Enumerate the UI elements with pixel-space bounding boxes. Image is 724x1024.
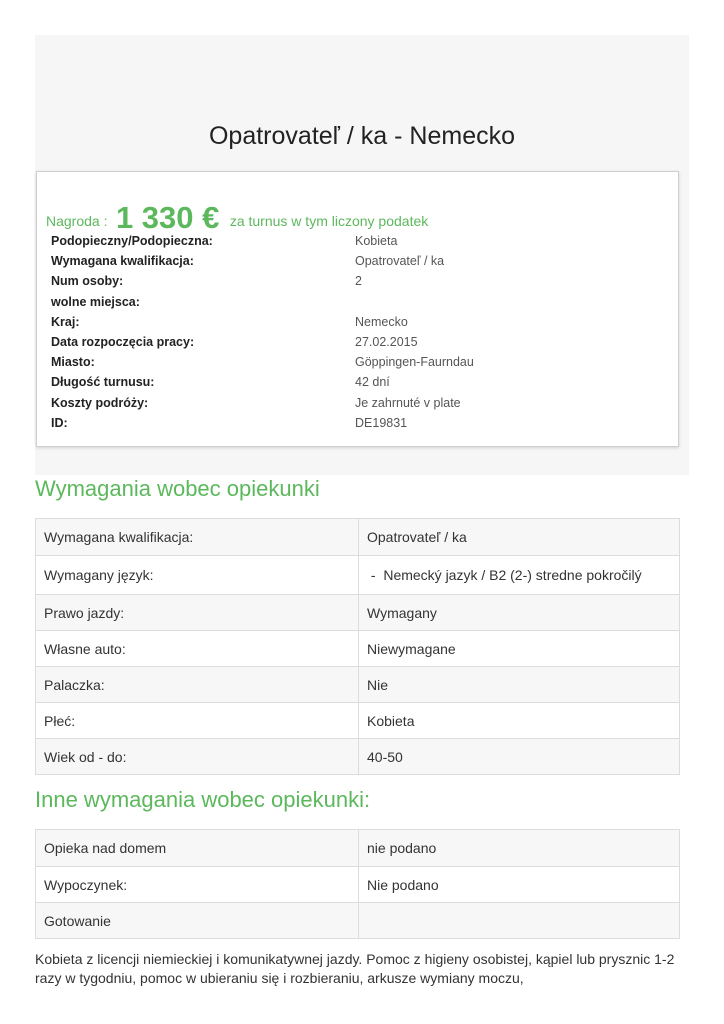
table-row [36, 631, 680, 667]
detail-row-free-places [51, 293, 671, 313]
detail-key: Wymagana kwalifikacja: [51, 254, 194, 269]
detail-value: Kobieta [355, 234, 398, 248]
detail-key: ID: [51, 415, 68, 430]
detail-key: Koszty podróży: [51, 395, 149, 410]
table-row [36, 595, 680, 631]
requirement-value: Nie [359, 667, 680, 703]
detail-value: 27.02.2015 [355, 334, 418, 349]
table-row [36, 703, 680, 739]
table-row [36, 903, 680, 939]
requirement-value: Kobieta [359, 703, 680, 739]
requirement-key: Wymagana kwalifikacja: [36, 519, 359, 556]
detail-row-persons [51, 272, 671, 292]
detail-key: Kraj: [51, 314, 80, 329]
detail-row-patient [51, 232, 671, 252]
detail-row-travel-costs [51, 394, 671, 414]
other-requirements-heading: Inne wymagania wobec opiekunki: [35, 787, 371, 812]
detail-row-city [51, 353, 671, 373]
requirements-table [35, 518, 680, 775]
requirements-heading: Wymagania wobec opiekunki [35, 476, 320, 501]
table-row [36, 667, 680, 703]
table-row [36, 519, 680, 556]
reward-line [46, 198, 428, 234]
detail-key: wolne miejsca: [51, 294, 140, 309]
detail-key: Num osoby: [51, 274, 124, 289]
reward-label: Nagroda : [46, 213, 108, 229]
detail-row-duration [51, 373, 671, 393]
offer-details-list [51, 232, 671, 434]
requirement-value: - Nemecký jazyk / B2 (2-) stredne pokročilý [359, 556, 680, 595]
requirement-value: nie podano [359, 830, 680, 867]
reward-amount: 1 330 € [115, 200, 220, 235]
detail-row-id [51, 414, 671, 434]
requirement-key: Gotowanie [36, 903, 359, 939]
reward-note: za turnus w tym liczony podatek [229, 213, 429, 229]
requirement-value: Wymagany [359, 595, 680, 631]
requirement-key: Własne auto: [36, 631, 359, 667]
requirement-key: Wymagany język: [36, 556, 359, 595]
detail-value: 2 [355, 274, 362, 289]
requirement-value: Opatrovateľ / ka [359, 519, 680, 556]
detail-row-start-date [51, 333, 671, 353]
requirement-value: Nie podano [359, 867, 680, 903]
detail-row-country [51, 313, 671, 333]
detail-value: Göppingen-Faurndau [355, 355, 474, 370]
requirement-key: Opieka nad domem [36, 830, 359, 867]
page-title: Opatrovateľ / ka - Nemecko [208, 122, 516, 150]
detail-row-qualification [51, 252, 671, 272]
other-requirements-table [35, 829, 680, 939]
detail-key: Długość turnusu: [51, 375, 155, 390]
detail-value: 42 dní [355, 375, 390, 390]
table-row [36, 739, 680, 775]
requirement-value [359, 903, 680, 939]
table-row [36, 867, 680, 903]
detail-value: Opatrovateľ / ka [355, 254, 445, 269]
requirement-key: Płeć: [36, 703, 359, 739]
detail-value: Nemecko [355, 314, 408, 329]
detail-key: Miasto: [51, 355, 95, 370]
requirement-key: Prawo jazdy: [36, 595, 359, 631]
detail-key: Podopieczny/Podopieczna: [51, 234, 213, 248]
requirement-key: Wypoczynek: [36, 867, 359, 903]
requirement-key: Palaczka: [36, 667, 359, 703]
job-description: Kobieta z licencji niemieckiej i komunikatywnej jazdy. Pomoc z higieny osobistej, kąpiel lub prysznic 1-2 razy w tygodniu, pomoc w ubieraniu się i rozbieraniu, arkusze wymiany moczu, [35, 951, 675, 986]
detail-value: Je zahrnuté v plate [355, 395, 461, 410]
requirement-value: Niewymagane [359, 631, 680, 667]
table-row [36, 556, 680, 595]
offer-summary-card [36, 171, 679, 447]
table-row [36, 830, 680, 867]
requirement-key: Wiek od - do: [36, 739, 359, 775]
requirement-value: 40-50 [359, 739, 680, 775]
detail-value: DE19831 [355, 415, 408, 430]
detail-key: Data rozpoczęcia pracy: [51, 334, 195, 349]
